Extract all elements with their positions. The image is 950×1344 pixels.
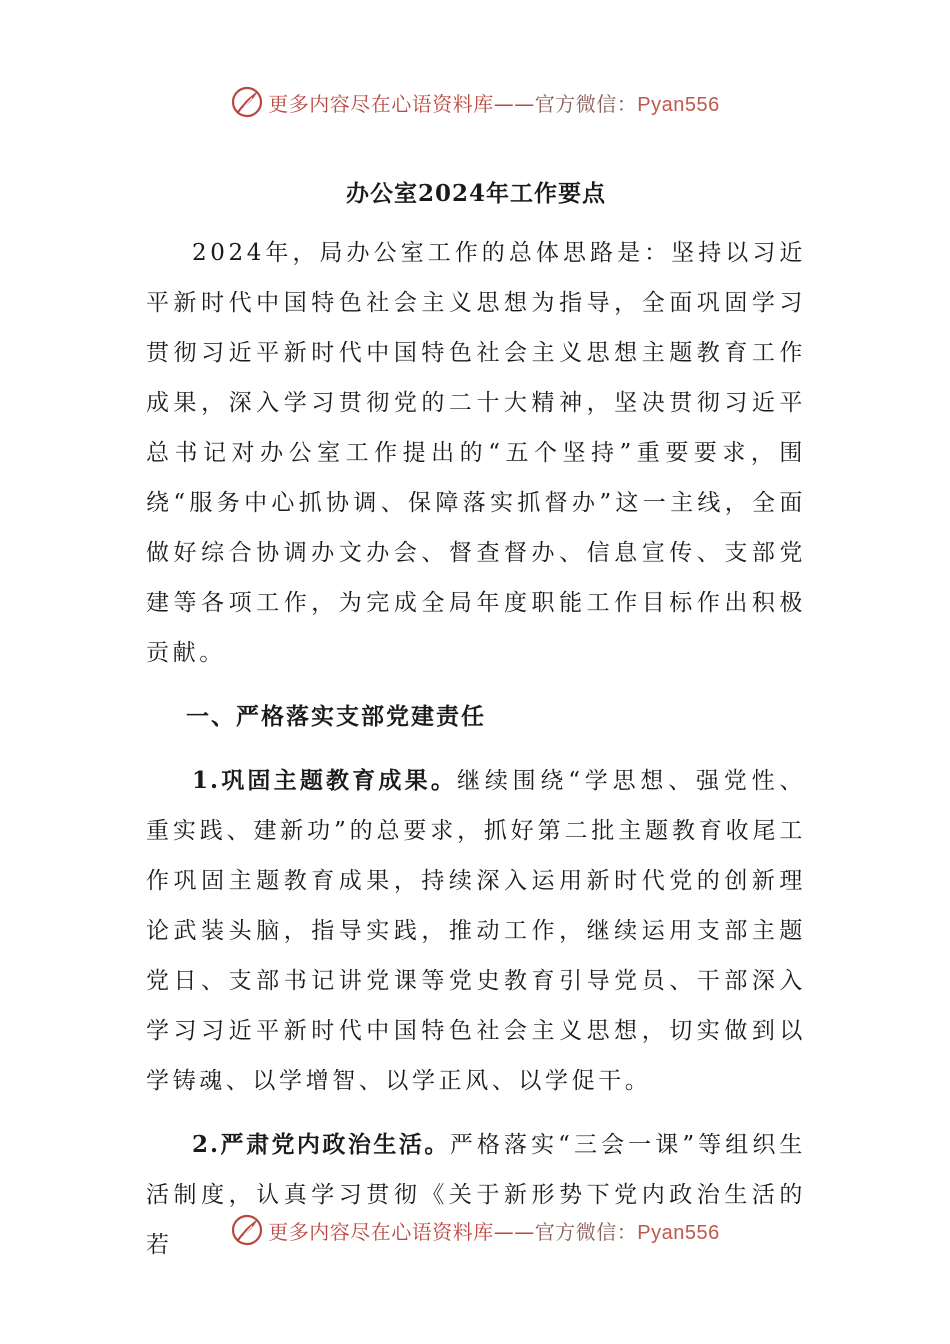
watermark-brand: 更多内容尽在心语资料库 [268, 1219, 494, 1244]
watermark-text [268, 88, 719, 117]
document-title: 办公室2024年工作要点 [345, 180, 606, 207]
watermark-banner-bottom [0, 1210, 950, 1250]
quill-pen-logo-icon [230, 1213, 264, 1247]
watermark-wechat-label: 官方微信： [534, 91, 638, 116]
item-1-body: 继续围绕“学思想、强党性、重实践、建新功”的总要求，抓好第二批主题教育收尾工作巩固主题教育成果，持续深入运用新时代党的创新理论武装头脑，指导实践，推动工作，继续运用支部主题党日、支部书记讲党课等党史教育引导党员、干部深入学习习近平新时代中国特色社会主义思想，切实做到以学铸魂、以学增智、以学正风、以学促干。 [146, 768, 807, 1094]
watermark-brand: 更多内容尽在心语资料库 [268, 91, 494, 116]
watermark-separator: —— [493, 1219, 535, 1244]
watermark-wechat-id: Pyan556 [637, 1221, 720, 1244]
document-body [146, 166, 806, 1270]
section-heading-1: 一、严格落实支部党建责任 [186, 703, 486, 730]
watermark-wechat-id: Pyan556 [637, 93, 720, 116]
quill-pen-logo-icon [230, 85, 264, 119]
item-2-lead: 2.严肃党内政治生活。 [192, 1131, 450, 1158]
intro-paragraph: 2024年，局办公室工作的总体思路是：坚持以习近平新时代中国特色社会主义思想为指导，全面巩固学习贯彻习近平新时代中国特色社会主义思想主题教育工作成果，深入学习贯彻党的二十大精神，坚决贯彻习近平总书记对办公室工作提出的“五个坚持”重要要求，围绕“服务中心抓协调、保障落实抓督办”这一主线，全面做好综合协调办文办会、督查督办、信息宣传、支部党建等各项工作，为完成全局年度职能工作目标作出积极贡献。 [146, 240, 806, 666]
item-2-body: 严格落实“三会一课”等组织生活制度，认真学习贯彻《关于新形势下党内政治生活的若 [146, 1132, 806, 1258]
watermark-text [268, 1216, 719, 1245]
item-1-lead: 1.巩固主题教育成果。 [192, 767, 458, 794]
item-paragraph-1 [146, 756, 806, 1106]
watermark-separator: —— [493, 91, 535, 116]
watermark-wechat-label: 官方微信： [534, 1219, 638, 1244]
watermark-banner-top [0, 82, 950, 122]
